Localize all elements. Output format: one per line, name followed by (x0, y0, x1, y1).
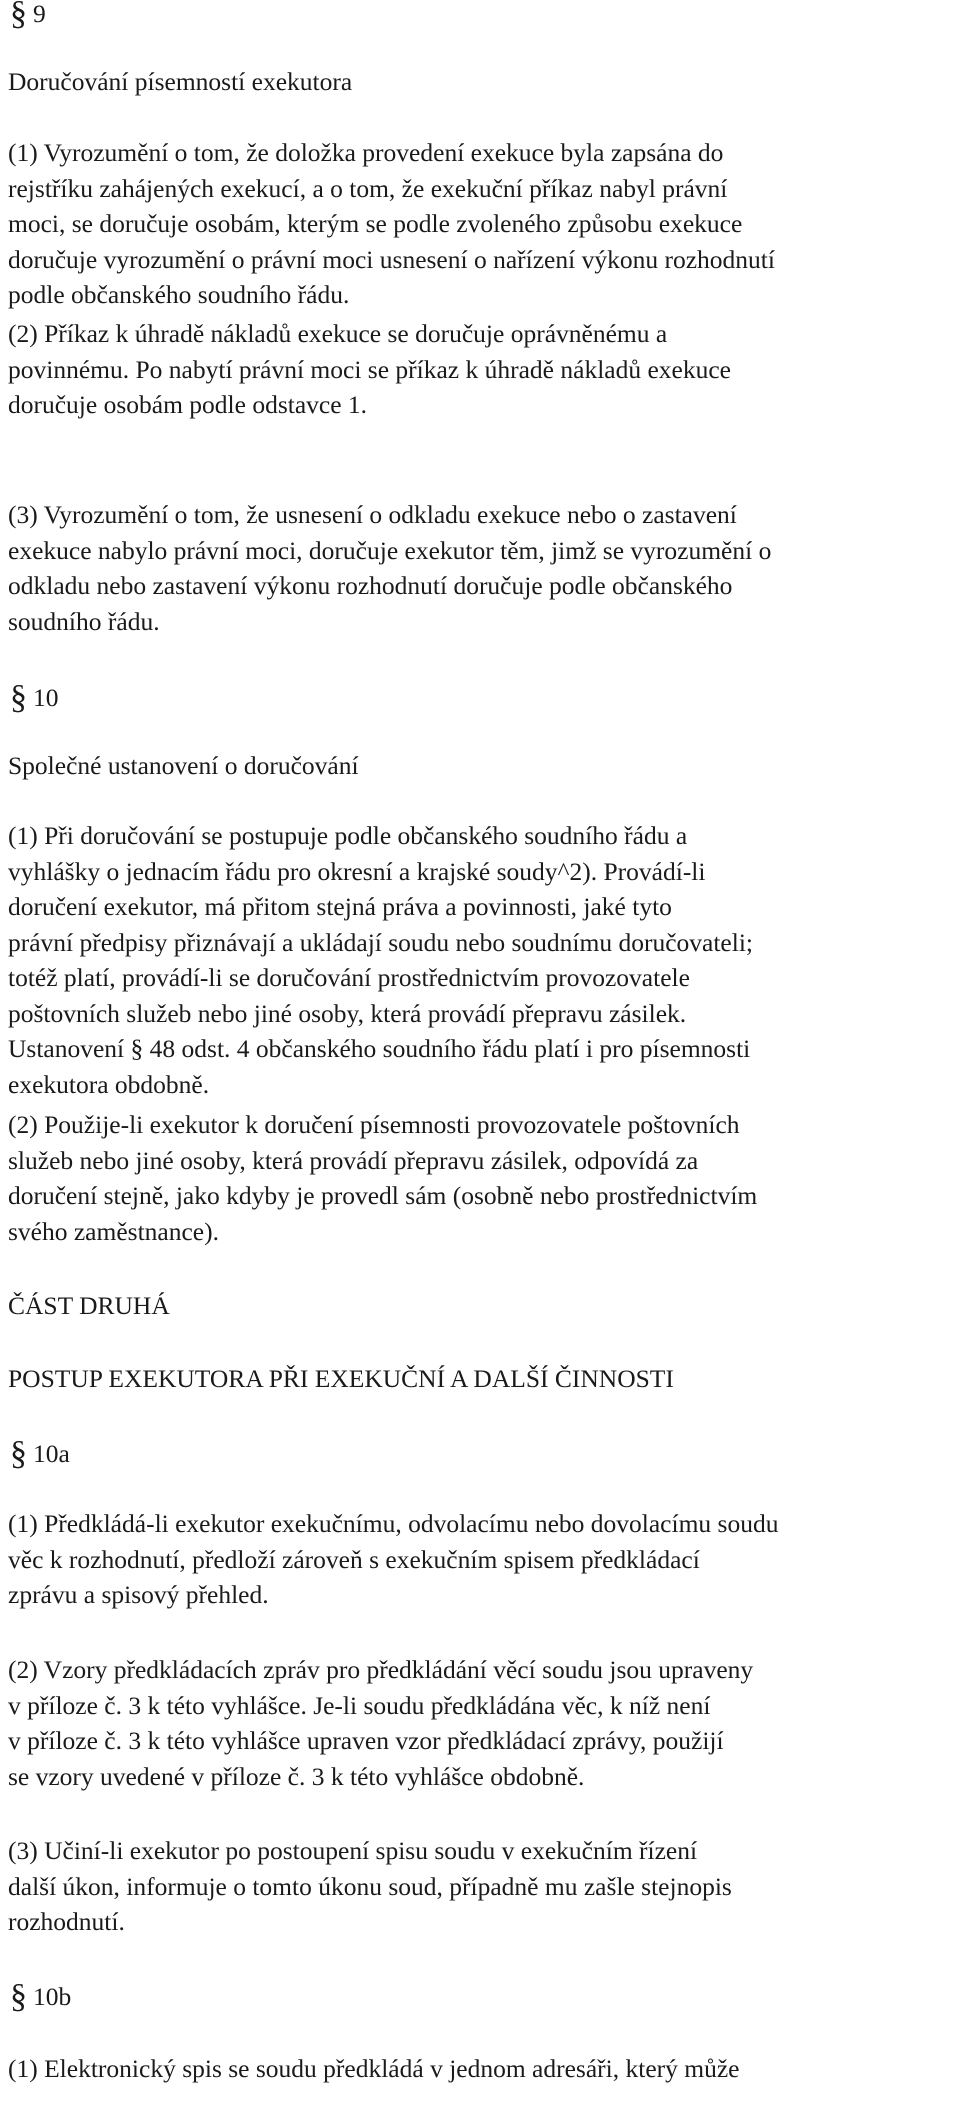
section-symbol: § (10, 0, 27, 32)
text-line: soudního řádu. (8, 606, 160, 636)
text-line: exekutora obdobně. (8, 1069, 210, 1099)
text-line: (3) Učiní-li exekutor po postoupení spisu soudu v exekučním řízení (8, 1836, 698, 1865)
text-line: (1) Elektronický spis se soudu předkládá v jednom adresáři, který může (8, 2054, 740, 2083)
text-line: doručuje vyrozumění o právní moci usnesení o nařízení výkonu rozhodnutí (8, 244, 775, 274)
section-10b-paragraph-1 (8, 2051, 740, 2087)
text-line: věc k rozhodnutí, předloží zároveň s exekučním spisem předkládací (8, 1544, 700, 1574)
section-9-paragraph-1 (8, 135, 775, 313)
text-line: svého zaměstnance). (8, 1216, 219, 1246)
section-10-paragraph-2 (8, 1107, 757, 1249)
text-line: (2) Použije-li exekutor k doručení písemnosti provozovatele poštovních (8, 1110, 740, 1139)
part-title: POSTUP EXEKUTORA PŘI EXEKUČNÍ A DALŠÍ ČINNOSTI (8, 1364, 674, 1393)
text-line: doručení stejně, jako kdyby je provedl sám (osobně nebo prostřednictvím (8, 1181, 758, 1210)
section-10a-paragraph-2 (8, 1652, 753, 1794)
text-line: exekuce nabylo právní moci, doručuje exekutor těm, jimž se vyrozumění o (8, 535, 772, 565)
section-9-paragraph-3 (8, 497, 771, 639)
part-heading: ČÁST DRUHÁ (8, 1291, 170, 1320)
text-line: se vzory uvedené v příloze č. 3 k této vyhlášce obdobně. (8, 1761, 585, 1791)
section-10b-heading (8, 1977, 71, 2015)
section-number: 10a (33, 1439, 70, 1468)
text-line: v příloze č. 3 k této vyhlášce. Je-li soudu předkládána věc, k níž není (8, 1690, 711, 1720)
section-10-paragraph-1 (8, 818, 753, 1102)
section-number: 10b (33, 1982, 72, 2011)
section-9-title: Doručování písemností exekutora (8, 67, 353, 96)
text-line: další úkon, informuje o tomto úkonu soud, případně mu zašle stejnopis (8, 1871, 732, 1901)
text-line: služeb nebo jiné osoby, která provádí přepravu zásilek, odpovídá za (8, 1145, 699, 1175)
section-symbol: § (10, 1435, 27, 1472)
text-line: (1) Při doručování se postupuje podle občanského soudního řádu a (8, 821, 688, 850)
text-line: (2) Vzory předkládacích zpráv pro předkládání věcí soudu jsou upraveny (8, 1655, 754, 1684)
section-symbol: § (10, 1978, 27, 2015)
section-10-heading (8, 678, 59, 716)
text-line: (2) Příkaz k úhradě nákladů exekuce se doručuje oprávněnému a (8, 319, 668, 348)
section-10a-paragraph-1 (8, 1506, 778, 1613)
text-line: Ustanovení § 48 odst. 4 občanského soudního řádu platí i pro písemnosti (8, 1034, 751, 1063)
text-line: moci, se doručuje osobám, kterým se podle zvoleného způsobu exekuce (8, 209, 743, 238)
text-line: rozhodnutí. (8, 1907, 125, 1936)
section-10a-paragraph-3 (8, 1833, 732, 1940)
text-line: zprávu a spisový přehled. (8, 1580, 269, 1609)
text-line: v příloze č. 3 k této vyhlášce upraven vzor předkládací zprávy, použijí (8, 1726, 724, 1755)
text-line: poštovních služeb nebo jiné osoby, která provádí přepravu zásilek. (8, 998, 687, 1028)
text-line: totéž platí, provádí-li se doručování prostřednictvím provozovatele (8, 963, 690, 992)
text-line: doručuje osobám podle odstavce 1. (8, 390, 368, 419)
text-line: povinnému. Po nabytí právní moci se příkaz k úhradě nákladů exekuce (8, 354, 731, 384)
text-line: doručení exekutor, má přitom stejná práva a povinnosti, jaké tyto (8, 892, 672, 921)
text-line: vyhlášky o jednacím řádu pro okresní a krajské soudy^2). Provádí-li (8, 856, 706, 886)
section-9-paragraph-2 (8, 316, 731, 423)
text-line: (1) Předkládá-li exekutor exekučnímu, odvolacímu nebo dovolacímu soudu (8, 1509, 779, 1538)
section-9-heading (8, 0, 46, 32)
section-10-title: Společné ustanovení o doručování (8, 751, 359, 780)
section-symbol: § (10, 679, 27, 716)
text-line: právní předpisy přiznávají a ukládají soudu nebo soudnímu doručovateli; (8, 927, 753, 957)
section-number: 10 (33, 683, 59, 712)
text-line: (1) Vyrozumění o tom, že doložka provedení exekuce byla zapsána do (8, 138, 724, 167)
section-10a-heading (8, 1434, 70, 1472)
text-line: (3) Vyrozumění o tom, že usnesení o odkladu exekuce nebo o zastavení (8, 500, 737, 529)
text-line: rejstříku zahájených exekucí, a o tom, že exekuční příkaz nabyl právní (8, 173, 728, 203)
section-number: 9 (33, 0, 46, 28)
text-line: podle občanského soudního řádu. (8, 280, 350, 309)
text-line: odkladu nebo zastavení výkonu rozhodnutí doručuje podle občanského (8, 571, 733, 600)
